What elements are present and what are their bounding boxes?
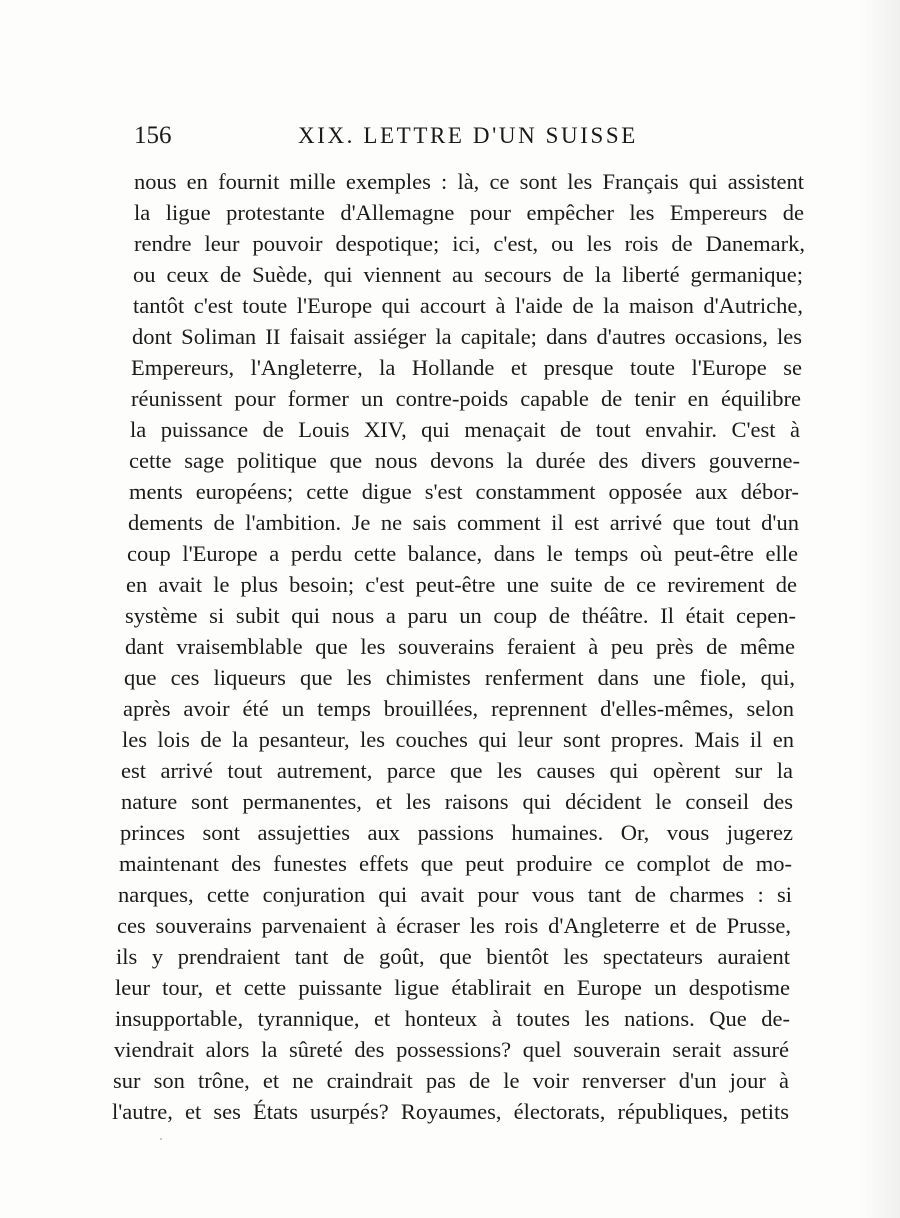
text-line: en avait le plus besoin; c'est peut-être une suite de ce revirement de — [126, 572, 797, 597]
page-number: 156 — [134, 122, 172, 149]
text-line: coup l'Europe a perdu cette balance, dans le temps où peut-être elle — [127, 541, 798, 566]
text-line: dant vraisemblable que les souverains feraient à peu près de même — [125, 634, 795, 659]
text-line: après avoir été un temps brouillées, reprennent d'elles-mêmes, selon — [123, 696, 794, 721]
text-line: dements de l'ambition. Je ne sais comment il est arrivé que tout d'un — [128, 510, 799, 535]
text-line: la ligue protestante d'Allemagne pour empêcher les Empereurs de — [134, 200, 804, 225]
text-line: ces souverains parvenaient à écraser les rois d'Angleterre et de Prusse, — [117, 913, 791, 938]
text-line: dont Soliman II faisait assiéger la capitale; dans d'autres occasions, les — [132, 324, 802, 349]
paper-speck — [160, 1138, 162, 1140]
text-line: tantôt c'est toute l'Europe qui accourt à l'aide de la maison d'Autriche, — [133, 293, 803, 318]
text-line: maintenant des funestes effets que peut produire ce complot de mo- — [119, 851, 792, 876]
text-line: que ces liqueurs que les chimistes renferment dans une fiole, qui, — [124, 665, 795, 690]
text-line: sur son trône, et ne craindrait pas de le voir renverser d'un jour à — [113, 1068, 789, 1093]
text-line: leur tour, et cette puissante ligue établirait en Europe un despotisme — [115, 975, 790, 1000]
text-line: les lois de la pesanteur, les couches qui leur sont propres. Mais il en — [122, 727, 794, 752]
text-line: nature sont permanentes, et les raisons qui décident le conseil des — [121, 789, 793, 814]
text-line: rendre leur pouvoir despotique; ici, c'est, ou les rois de Danemark, — [134, 231, 805, 256]
text-line: l'autre, et ses États usurpés? Royaumes, électorats, républiques, petits — [112, 1099, 789, 1124]
text-line: insupportable, tyrannique, et honteux à toutes les nations. Que de- — [115, 1006, 790, 1031]
text-line: ils y prendraient tant de goût, que bientôt les spectateurs auraient — [116, 944, 790, 969]
text-line: ou ceux de Suède, qui viennent au secours de la liberté germanique; — [133, 262, 803, 287]
running-title: XIX. LETTRE D'UN SUISSE — [298, 123, 638, 148]
text-line: viendrait alors la sûreté des possessions? quel souverain serait assuré — [114, 1037, 789, 1062]
text-line: réunissent pour former un contre-poids capable de tenir en équilibre — [131, 386, 801, 411]
text-line: Empereurs, l'Angleterre, la Hollande et presque toute l'Europe se — [131, 355, 802, 380]
text-line: système si subit qui nous a paru un coup de théâtre. Il était cepen- — [125, 603, 796, 628]
text-line: narques, cette conjuration qui avait pour vous tant de charmes : si — [118, 882, 792, 907]
text-line: la puissance de Louis XIV, qui menaçait de tout envahir. C'est à — [130, 417, 800, 442]
text-line: cette sage politique que nous devons la durée des divers gouverne- — [129, 448, 800, 473]
text-line: nous en fournit mille exemples : là, ce sont les Français qui assistent — [134, 169, 804, 194]
text-line: ments européens; cette digue s'est constamment opposée aux débor- — [129, 479, 799, 504]
text-line: princes sont assujetties aux passions humaines. Or, vous jugerez — [120, 820, 793, 845]
text-line: est arrivé tout autrement, parce que les causes qui opèrent sur la — [121, 758, 793, 783]
